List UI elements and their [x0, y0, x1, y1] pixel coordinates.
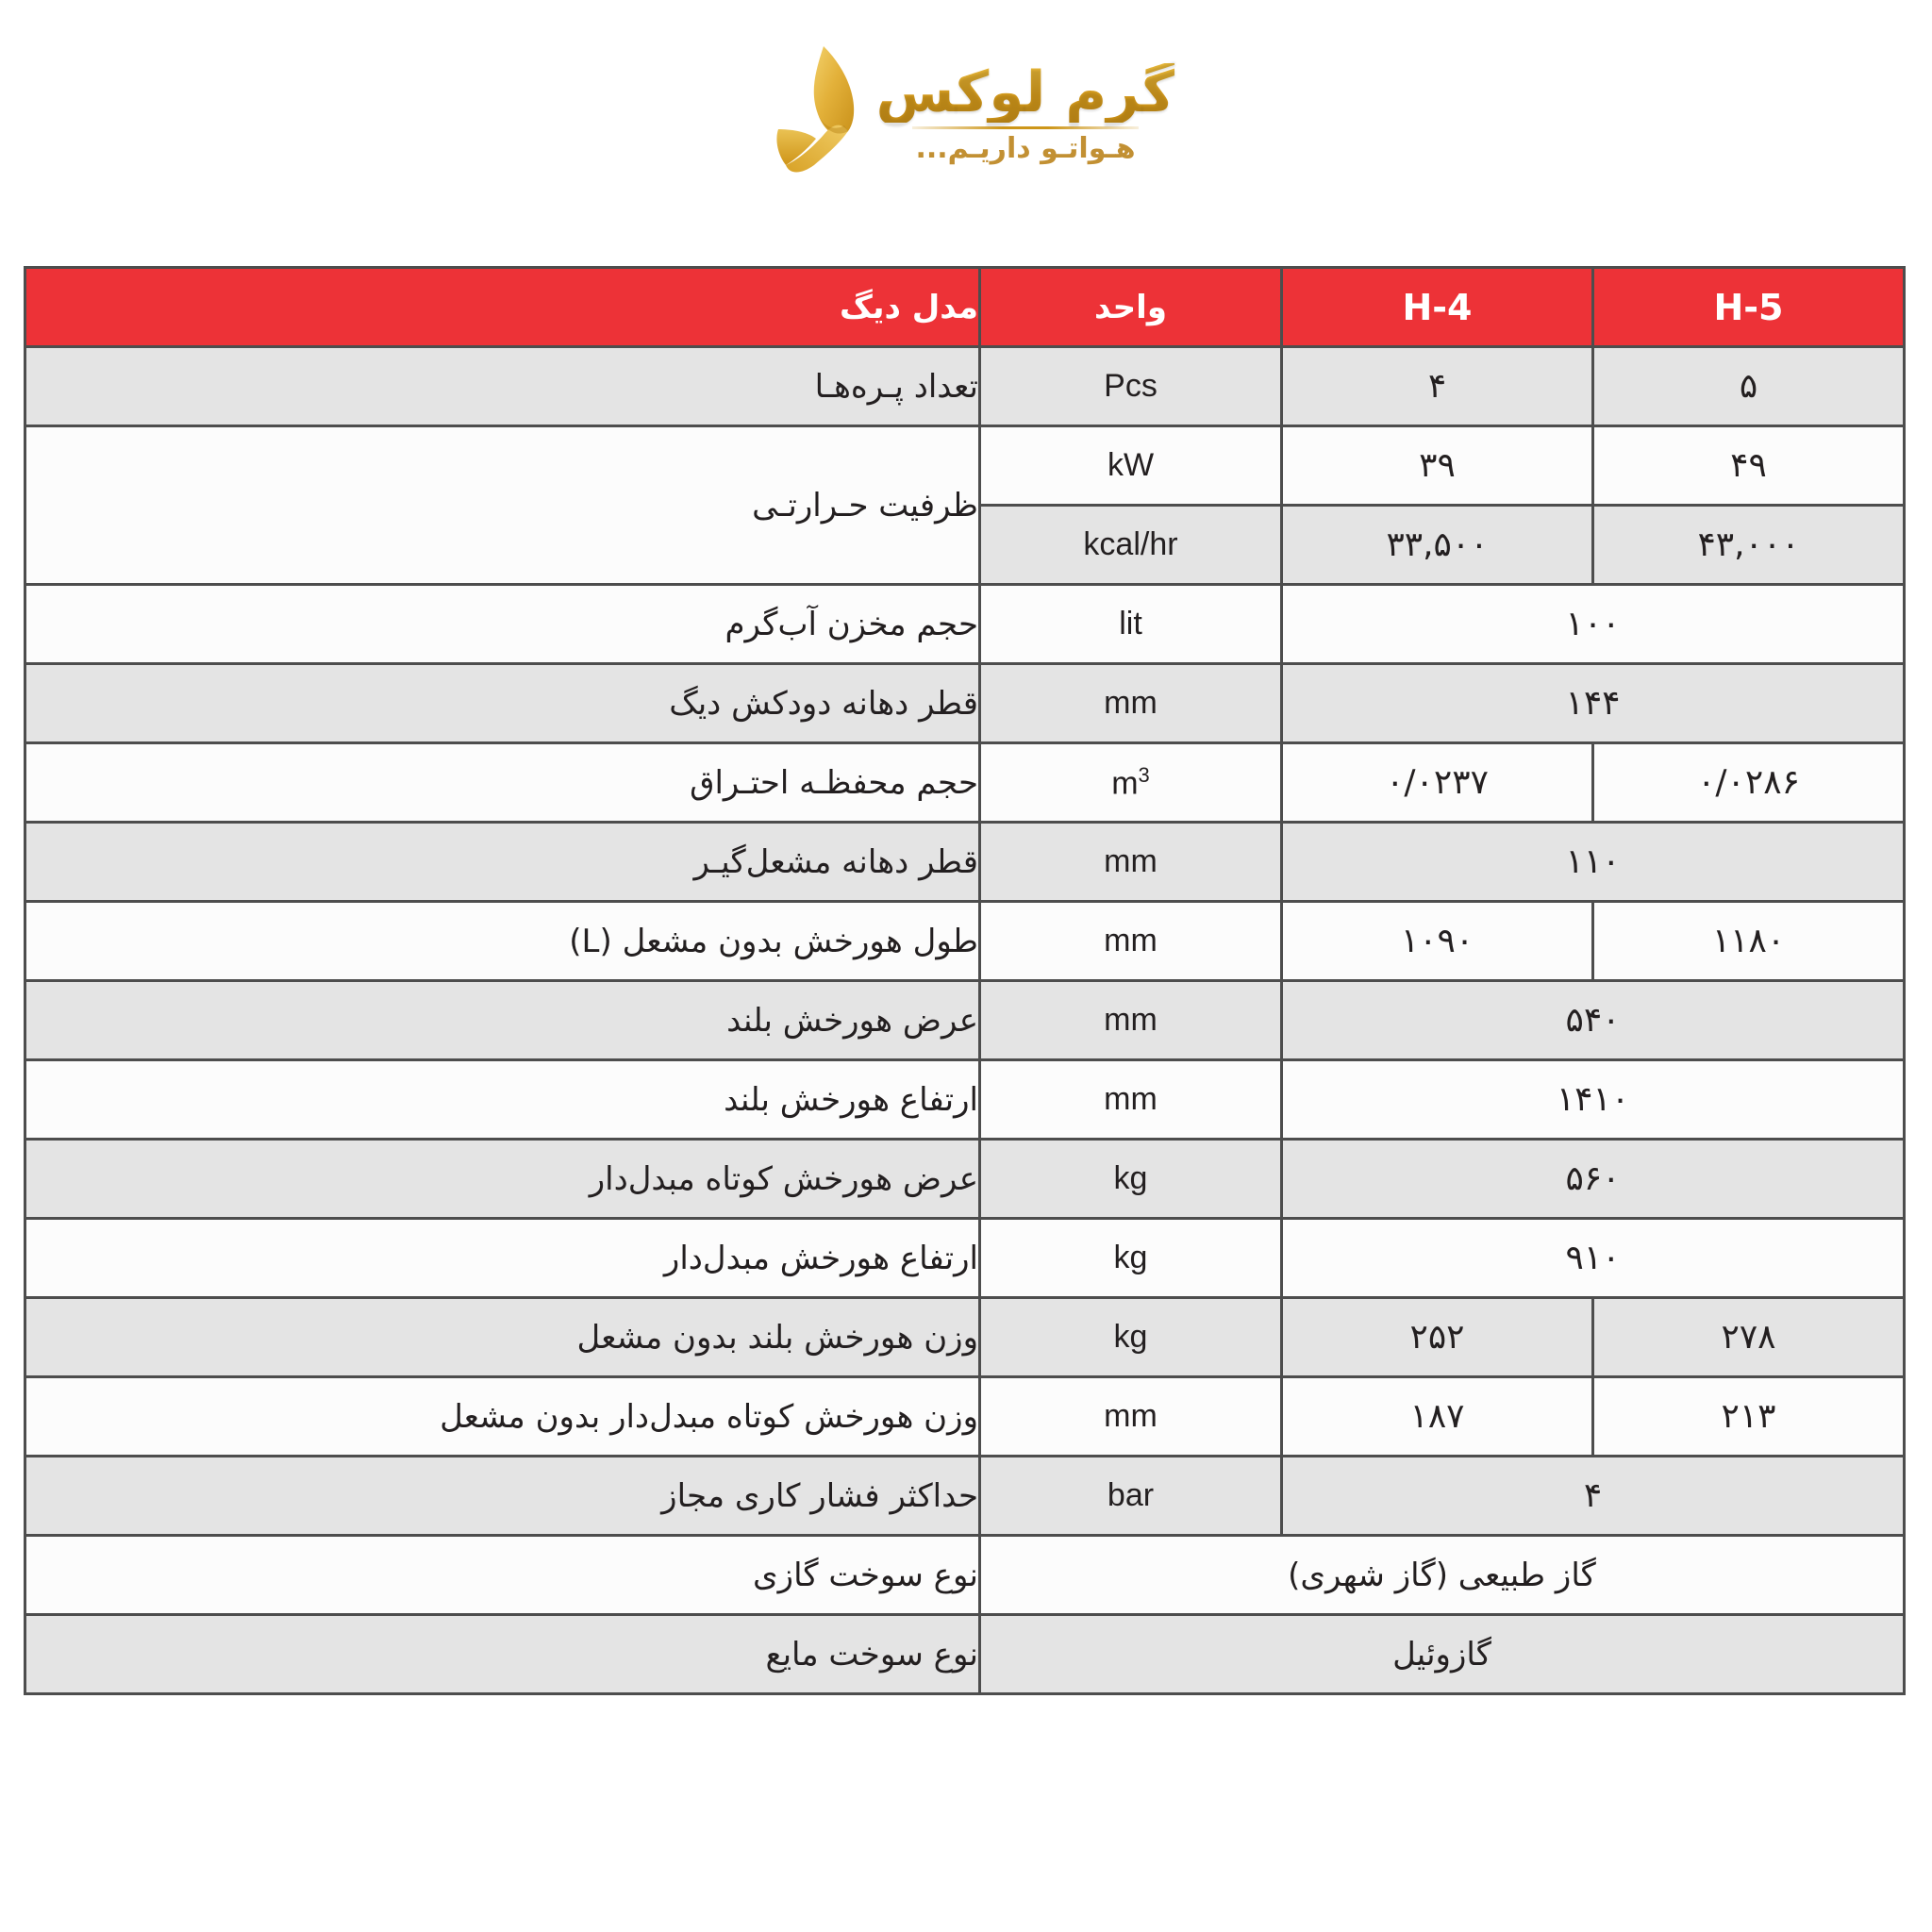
cell-value-h4: ۱۰۹۰ [1282, 902, 1593, 981]
cell-label: عرض هورخش بلند [25, 981, 980, 1060]
table-row [25, 347, 1905, 426]
cell-fuel-value: گازوئیل [980, 1615, 1905, 1694]
cell-value-h5: ۱۱۸۰ [1593, 902, 1905, 981]
cell-label: حجم محفظـه احتـراق [25, 743, 980, 823]
column-header-unit: واحد [980, 268, 1282, 347]
cell-unit: mm [980, 981, 1282, 1060]
table-header [25, 268, 1905, 347]
cell-unit: lit [980, 585, 1282, 664]
cell-label: حداکثر فشار کاری مجاز [25, 1457, 980, 1536]
cell-label: وزن هورخش بلند بدون مشعل [25, 1298, 980, 1377]
cell-value-h4: ۴ [1282, 347, 1593, 426]
table-row [25, 1457, 1905, 1536]
column-header-h5: H-5 [1593, 268, 1905, 347]
specification-table [24, 266, 1906, 1695]
cell-unit: mm [980, 902, 1282, 981]
table-row [25, 981, 1905, 1060]
table-row [25, 664, 1905, 743]
cell-value-h5: ۲۷۸ [1593, 1298, 1905, 1377]
cell-label: تعداد پـره‌هـا [25, 347, 980, 426]
table-row-fuel [25, 1615, 1905, 1694]
cell-label: حجم مخزن آب‌گرم [25, 585, 980, 664]
cell-value-h5: ۴۳,۰۰۰ [1593, 506, 1905, 585]
cell-fuel-value: گاز طبیعی (گاز شهری) [980, 1536, 1905, 1615]
cell-value-merged: ۱۴۱۰ [1282, 1060, 1905, 1140]
cell-unit: mm [980, 823, 1282, 902]
cell-label: طول هورخش بدون مشعل (L) [25, 902, 980, 981]
cell-unit: mm [980, 664, 1282, 743]
column-header-model: مدل دیگ [25, 268, 980, 347]
table-row [25, 743, 1905, 823]
table-body [25, 347, 1905, 1694]
cell-label: وزن هورخش کوتاه مبدل‌دار بدون مشعل [25, 1377, 980, 1457]
cell-label: قطر دهانه مشعل‌گیـر [25, 823, 980, 902]
cell-value-h4: ۳۳,۵۰۰ [1282, 506, 1593, 585]
table-row-fuel [25, 1536, 1905, 1615]
cell-value-h5: ۵ [1593, 347, 1905, 426]
cell-value-merged: ۱۴۴ [1282, 664, 1905, 743]
cell-unit: bar [980, 1457, 1282, 1536]
table-row [25, 823, 1905, 902]
cell-label: ارتفاع هورخش مبدل‌دار [25, 1219, 980, 1298]
cell-value-merged: ۱۰۰ [1282, 585, 1905, 664]
cell-value-h5: ۲۱۳ [1593, 1377, 1905, 1457]
cell-value-merged: ۴ [1282, 1457, 1905, 1536]
cell-unit: kcal/hr [980, 506, 1282, 585]
specification-table-wrapper [26, 266, 1906, 1695]
cell-unit: mm [980, 1377, 1282, 1457]
cell-value-h5: ۴۹ [1593, 426, 1905, 506]
cell-label: نوع سوخت گازی [25, 1536, 980, 1615]
cell-unit: kW [980, 426, 1282, 506]
cell-unit: kg [980, 1140, 1282, 1219]
cell-unit: Pcs [980, 347, 1282, 426]
table-row [25, 426, 1905, 506]
cell-label: عرض هورخش کوتاه مبدل‌دار [25, 1140, 980, 1219]
table-header-row [25, 268, 1905, 347]
flame-icon [758, 41, 871, 192]
cell-value-h4: ۲۵۲ [1282, 1298, 1593, 1377]
brand-tagline: هـواتـو داریـم... [915, 132, 1136, 165]
cell-value-merged: ۵۶۰ [1282, 1140, 1905, 1219]
table-row [25, 1060, 1905, 1140]
cell-value-h5: ۰/۰۲۸۶ [1593, 743, 1905, 823]
brand-name: گرم لوکس [875, 59, 1175, 125]
table-row [25, 1140, 1905, 1219]
cell-value-h4: ۳۹ [1282, 426, 1593, 506]
cell-value-h4: ۰/۰۲۳۷ [1282, 743, 1593, 823]
cell-unit: $m^3$ [980, 743, 1282, 823]
cell-label: ارتفاع هورخش بلند [25, 1060, 980, 1140]
cell-value-merged: ۱۱۰ [1282, 823, 1905, 902]
cell-label: قطر دهانه دودکش دیگ [25, 664, 980, 743]
cell-label: نوع سوخت مایع [25, 1615, 980, 1694]
table-row [25, 1377, 1905, 1457]
column-header-h4: H-4 [1282, 268, 1593, 347]
logo-divider [912, 126, 1139, 129]
table-row [25, 1298, 1905, 1377]
cell-value-h4: ۱۸۷ [1282, 1377, 1593, 1457]
cell-label: ظرفیت حـرارتـی [25, 426, 980, 585]
brand-logo [0, 26, 1932, 206]
cell-unit: kg [980, 1219, 1282, 1298]
table-row [25, 1219, 1905, 1298]
table-row [25, 585, 1905, 664]
cell-value-merged: ۹۱۰ [1282, 1219, 1905, 1298]
cell-value-merged: ۵۴۰ [1282, 981, 1905, 1060]
logo-text-block [875, 59, 1175, 169]
logo-inner [758, 41, 1175, 192]
cell-unit: mm [980, 1060, 1282, 1140]
table-row [25, 902, 1905, 981]
cell-unit: kg [980, 1298, 1282, 1377]
